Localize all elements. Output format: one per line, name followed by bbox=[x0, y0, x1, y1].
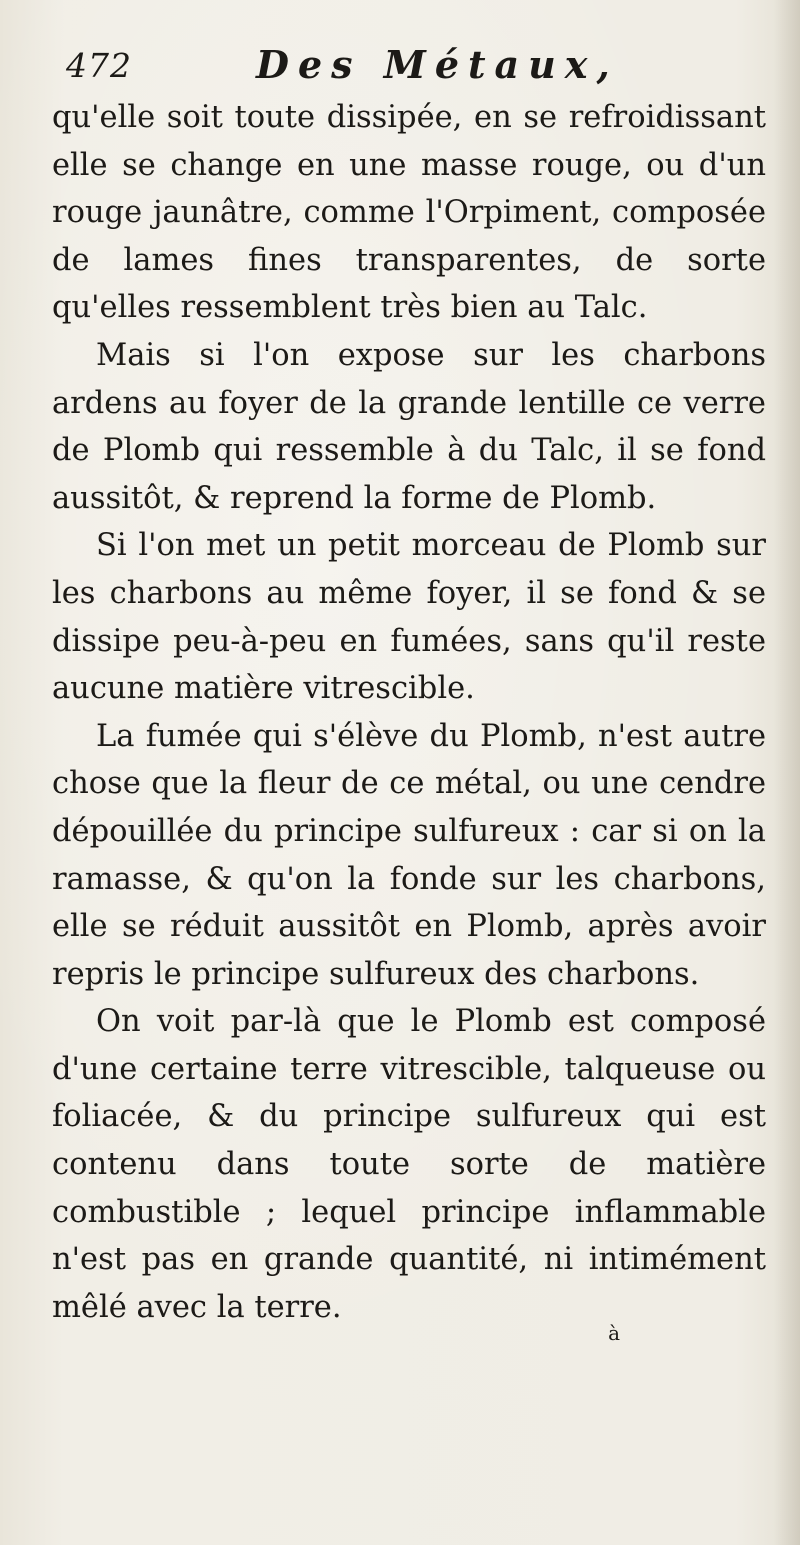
page-edge-shadow bbox=[774, 0, 800, 1545]
body-text bbox=[52, 94, 766, 1331]
paragraph-continued: qu'elle soit toute dissipée, en se refroidissant elle se change en une masse rouge, ou d'un rouge jaunâtre, comme l'Orpiment, composée de lames fines transparentes, de sorte qu'elles ressemblent très bien au Talc. bbox=[52, 100, 766, 326]
paragraph-conclusion: On voit par-là que le Plomb est composé d'une certaine terre vitrescible, talqueuse ou foliacée, & du principe sulfureux qui est contenu dans toute sorte de matière combustible ; lequel principe inflammable n'est pas en grande quantité, ni intimément mêlé avec la terre. bbox=[52, 1004, 766, 1325]
paragraph-fumee: La fumée qui s'élève du Plomb, n'est autre chose que la fleur de ce métal, ou une cendre dépouillée du principe sulfureux : car si on la ramasse, & qu'on la fonde sur les charbons, elle se réduit aussitôt en Plomb, après avoir repris le principe sulfureux des charbons. bbox=[52, 718, 766, 992]
page-number: 472 bbox=[66, 46, 132, 85]
running-title: Des Métaux, bbox=[256, 42, 619, 87]
page-header bbox=[52, 42, 766, 92]
paragraph-morceau: Si l'on met un petit morceau de Plomb sur les charbons au même foyer, il se fond & se dissipe peu-à-peu en fumées, sans qu'il reste aucune matière vitrescible. bbox=[52, 528, 766, 707]
paragraph-talc: Mais si l'on expose sur les charbons ardens au foyer de la grande lentille ce verre de Plomb qui ressemble à du Talc, il se fond aussitôt, & reprend la forme de Plomb. bbox=[52, 337, 766, 516]
catchword: à bbox=[608, 1321, 620, 1346]
